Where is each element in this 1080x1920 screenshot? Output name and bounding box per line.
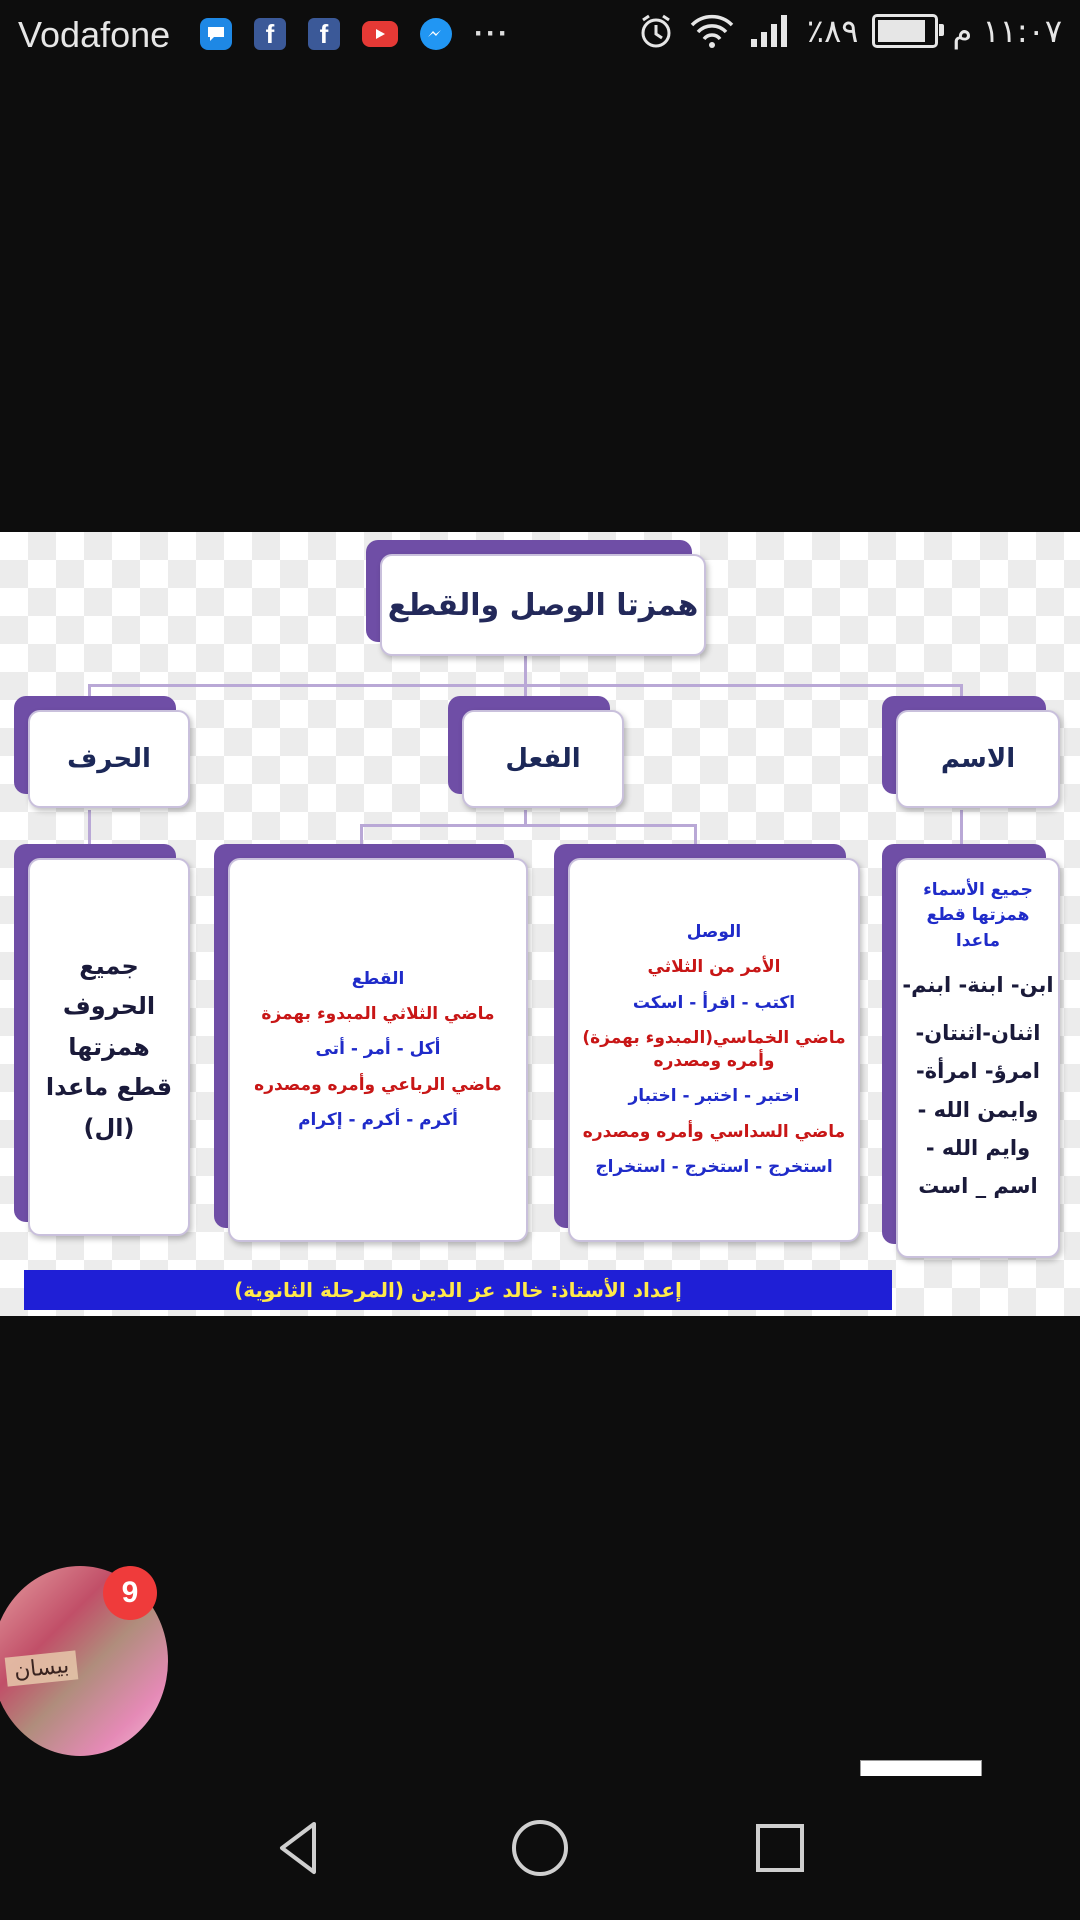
diagram-image[interactable] (0, 532, 1080, 1316)
wasl-heading: الوصل (686, 922, 742, 942)
home-icon[interactable] (508, 1816, 572, 1880)
qat-box (228, 858, 528, 1242)
battery-percent: ٪٨٩ (806, 12, 859, 50)
chat-head-name: بيسان (5, 1650, 79, 1686)
facebook-icon: f (254, 18, 286, 50)
letter-line: همزتها (68, 1032, 150, 1061)
noun-intro: همزتها قطع (926, 905, 1030, 926)
noun-item: اثنان-اثنتان- (915, 1021, 1041, 1045)
author-footer: إعداد الأستاذ: خالد عز الدين (المرحلة الثانوية) (24, 1270, 892, 1310)
noun-intro: جميع الأسماء (923, 880, 1033, 900)
qat-line: أكرم - أكرم - إكرام (298, 1109, 458, 1130)
carrier-name: Vodafone (18, 14, 171, 55)
category-noun-box (896, 710, 1060, 808)
status-right (637, 12, 1062, 50)
qat-line: ماضي الثلاثي المبدوء بهمزة (261, 1004, 495, 1025)
navigation-bar (0, 1776, 1080, 1920)
category-verb: الفعل (505, 744, 581, 774)
noun-item: وايم الله - (925, 1135, 1031, 1160)
letter-line: (ال) (83, 1113, 135, 1142)
qat-heading: القطع (351, 968, 405, 989)
qat-line: ماضي الرباعي وأمره ومصدره (254, 1074, 502, 1095)
unread-badge: 9 (103, 1566, 157, 1620)
battery-icon (872, 14, 938, 48)
status-bar (0, 0, 1080, 74)
wasl-line: ماضي الخماسي(المبدوء بهمزة) (582, 1027, 846, 1048)
back-icon[interactable] (268, 1816, 332, 1880)
wasl-line: الأمر من الثلاثي (647, 957, 781, 978)
youtube-icon (362, 21, 398, 47)
noun-item: وايمن الله - (917, 1097, 1039, 1122)
wasl-line: اختبر - اختبر - اختبار (628, 1086, 800, 1107)
more-notifications-icon: ··· (474, 17, 510, 50)
notification-icons (200, 18, 510, 50)
recents-icon[interactable] (748, 1816, 812, 1880)
wifi-icon (689, 13, 735, 49)
signal-icon (749, 13, 793, 49)
wasl-line: ماضي السداسي وأمره ومصدره (582, 1121, 846, 1142)
message-icon (200, 18, 232, 50)
noun-item: اسم _ است (918, 1174, 1038, 1198)
letter-line: قطع ماعدا (45, 1073, 173, 1102)
clock: ١١:٠٧ م (952, 12, 1062, 50)
wasl-line: وأمره ومصدره (653, 1051, 775, 1071)
facebook-icon: f (308, 18, 340, 50)
connector (524, 656, 527, 686)
category-letter: الحرف (67, 744, 151, 774)
alarm-icon (637, 12, 675, 50)
wasl-line: اكتب - اقرأ - اسكت (632, 992, 796, 1013)
letter-line: الحروف (62, 992, 156, 1021)
title-box (380, 554, 706, 656)
noun-intro: ماعدا (955, 930, 1001, 951)
noun-item: امرؤ- امرأة- (916, 1059, 1040, 1084)
wasl-line: استخرج - استخرج - استخراج (595, 1156, 833, 1177)
noun-box (896, 858, 1060, 1258)
category-letter-box (28, 710, 190, 808)
messenger-icon (420, 18, 452, 50)
letter-line: جميع (79, 952, 139, 981)
qat-line: أكل - أمر - أتى (315, 1039, 441, 1060)
noun-item: ابن- ابنة- ابنم- (902, 972, 1054, 997)
messenger-chat-head[interactable] (0, 1566, 168, 1756)
category-verb-box (462, 710, 624, 808)
category-noun: الاسم (940, 744, 1016, 774)
diagram-title: همزتا الوصل والقطع (387, 587, 699, 623)
letter-box (28, 858, 190, 1236)
wasl-box (568, 858, 860, 1242)
connector (360, 824, 696, 827)
